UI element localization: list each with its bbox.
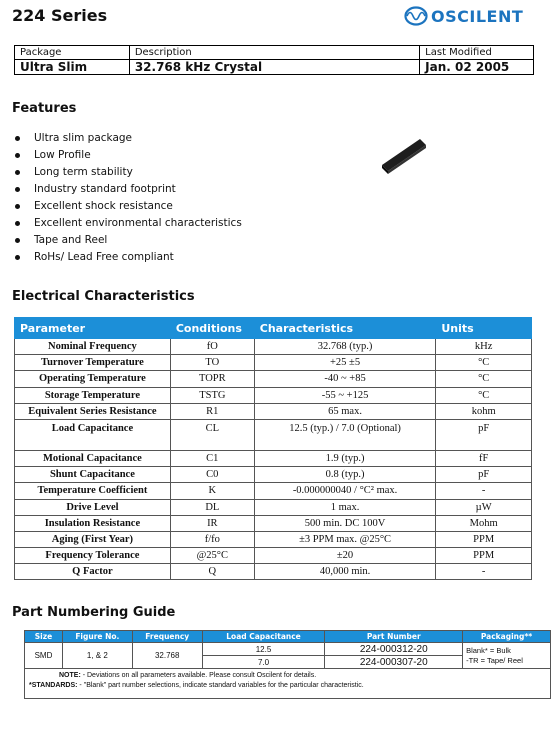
part-numbering-title: Part Numbering Guide [12, 605, 176, 620]
pn-load: 7.0 [202, 656, 325, 669]
electrical-title: Electrical Characteristics [12, 289, 195, 304]
series-title: 224 Series [12, 6, 108, 25]
standards-line: *STANDARDS: - "Blank" part number selections, indicate standard variables for the particular characteristic. [29, 682, 364, 689]
pn-figure: 1, & 2 [62, 643, 132, 669]
bullet-icon [15, 221, 20, 226]
table-row: Operating Temperature TOPR -40 ~ +85 °C [15, 371, 532, 387]
table-row [25, 669, 551, 699]
table-row: Q Factor Q 40,000 min. - [15, 564, 532, 580]
bullet-icon [15, 238, 20, 243]
pn-packaging: Blank* = Bulk -TR = Tape/ Reel [463, 643, 551, 669]
bullet-icon [15, 255, 20, 260]
feature-item: Long term stability [14, 164, 242, 181]
crystal-package-image [378, 135, 430, 177]
pn-header-load-capacitance: Load Capacitance [202, 631, 325, 643]
company-logo [404, 6, 523, 26]
package-label: Package [15, 46, 130, 60]
table-row: Turnover Temperature TO +25 ±5 °C [15, 355, 532, 371]
pn-header-packaging: Packaging** [463, 631, 551, 643]
description-value: 32.768 kHz Crystal [129, 60, 419, 75]
bullet-icon [15, 187, 20, 192]
table-row: Shunt Capacitance C0 0.8 (typ.) pF [15, 467, 532, 483]
table-row: Storage Temperature TSTG -55 ~ +125 °C [15, 387, 532, 403]
feature-item: RoHs/ Lead Free compliant [14, 249, 242, 266]
table-row [25, 643, 551, 656]
bullet-icon [15, 136, 20, 141]
pn-part-number: 224-000312-20 [325, 643, 463, 656]
pn-notes [25, 669, 551, 699]
col-header-parameter: Parameter [15, 318, 171, 339]
feature-item: Tape and Reel [14, 232, 242, 249]
pn-frequency: 32.768 [132, 643, 202, 669]
part-numbering-table [24, 630, 551, 699]
feature-item: Industry standard footprint [14, 181, 242, 198]
pn-part-number: 224-000307-20 [325, 656, 463, 669]
pn-header-part-number: Part Number [325, 631, 463, 643]
electrical-characteristics-table [14, 317, 532, 580]
note-line: NOTE: - Deviations on all parameters available. Please consult Oscilent for details. [59, 672, 317, 679]
table-row: Frequency Tolerance @25°C ±20 PPM [15, 548, 532, 564]
pn-header-figure: Figure No. [62, 631, 132, 643]
table-row: Nominal Frequency fO 32.768 (typ.) kHz [15, 339, 532, 355]
package-value: Ultra Slim [15, 60, 130, 75]
table-row: Drive Level DL 1 max. µW [15, 499, 532, 515]
col-header-characteristics: Characteristics [254, 318, 436, 339]
last-modified-value: Jan. 02 2005 [420, 60, 534, 75]
features-list [14, 130, 242, 266]
feature-item: Excellent shock resistance [14, 198, 242, 215]
table-row: Motional Capacitance C1 1.9 (typ.) fF [15, 450, 532, 466]
logo-text: OSCILENT [431, 6, 524, 26]
document-header-table [14, 45, 534, 75]
table-row: Equivalent Series Resistance R1 65 max. kohm [15, 403, 532, 419]
bullet-icon [15, 204, 20, 209]
feature-item: Low Profile [14, 147, 242, 164]
bullet-icon [15, 170, 20, 175]
oscilent-logo-icon [404, 6, 428, 26]
table-row: Load Capacitance CL 12.5 (typ.) / 7.0 (Optional) pF [15, 419, 532, 450]
pn-header-frequency: Frequency [132, 631, 202, 643]
description-label: Description [129, 46, 419, 60]
last-modified-label: Last Modified [420, 46, 534, 60]
table-row: Insulation Resistance IR 500 min. DC 100V Mohm [15, 515, 532, 531]
col-header-conditions: Conditions [170, 318, 254, 339]
feature-item: Ultra slim package [14, 130, 242, 147]
features-title: Features [12, 101, 77, 116]
table-row: Aging (First Year) f/fo ±3 PPM max. @25°C PPM [15, 531, 532, 547]
col-header-units: Units [436, 318, 532, 339]
table-row: Temperature Coefficient K -0.000000040 / °C² max. - [15, 483, 532, 499]
pn-load: 12.5 [202, 643, 325, 656]
pn-size: SMD [25, 643, 63, 669]
pn-header-size: Size [25, 631, 63, 643]
feature-item: Excellent environmental characteristics [14, 215, 242, 232]
bullet-icon [15, 153, 20, 158]
